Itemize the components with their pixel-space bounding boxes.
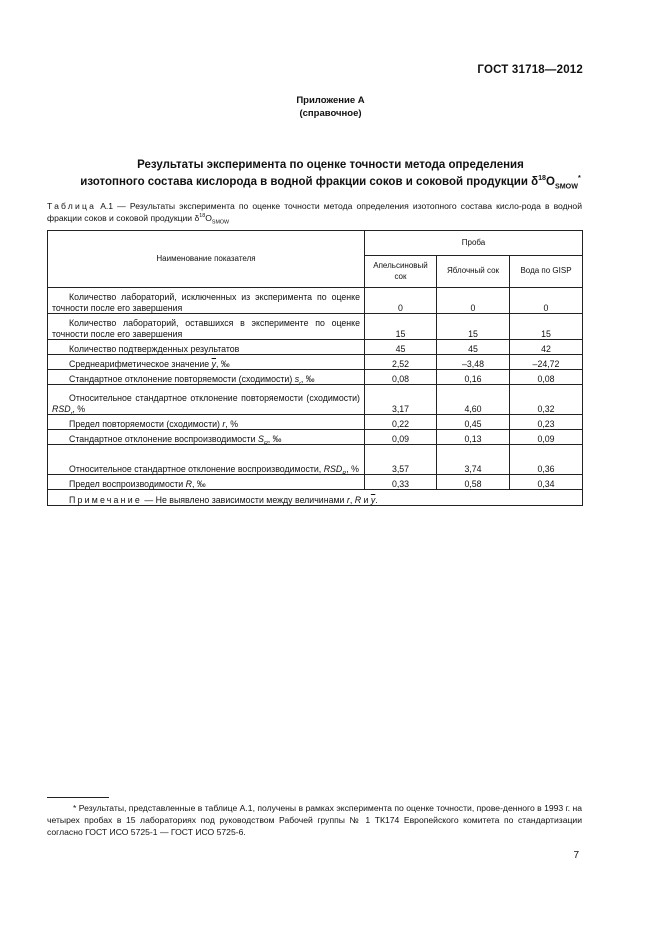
title-line-1: Результаты эксперимента по оценке точности метода определения: [137, 159, 524, 171]
appendix-title: Приложение А: [296, 95, 365, 106]
header-sample-group: Проба: [365, 231, 583, 256]
table-row: Количество лабораторий, оставшихся в эксперименте по оценке точности после его завершения 15 15 15: [48, 314, 583, 340]
page-number: 7: [573, 850, 579, 861]
table-row: Среднеарифметическое значение $\overline{y}$, ‰ 2,52 –3,48 –24,72: [48, 355, 583, 370]
table-caption: Таблица А.1 — Результаты эксперимента по оценке точности метода определения изотопного состава кисло-рода в водной фракции соков и соковой продукции $\delta^{18}O_{SMOW}$: [47, 201, 582, 226]
document-title: [60, 157, 601, 191]
header-indicator-name: Наименование показателя: [48, 231, 365, 288]
header-apple-juice: Яблочный сок: [437, 256, 510, 288]
appendix-subtitle: (справочное): [299, 108, 362, 119]
table-note-row: [48, 490, 583, 506]
table-row: Количество лабораторий, исключенных из эксперимента по оценке точности после его завершения 0 0 0: [48, 288, 583, 314]
header-water-gisp: Вода по GISP: [510, 256, 583, 288]
table-header-row: [48, 231, 583, 256]
results-table: [47, 230, 583, 506]
title-line-2: изотопного состава кислорода в водной фракции соков и соковой продукции $\delta^{18}O_{SMOW}^*$: [80, 174, 581, 191]
footnote-separator: [47, 797, 109, 798]
footnote: * Результаты, представленные в таблице А.1, получены в рамках эксперимента по оценке точности, прове-денного в 1993 г. на четырех пробах в 15 лабораториях под руководством Рабочей группы № 1 ТК174 Европейского комитета по стандартизации согласно ГОСТ ИСО 5725-1 — ГОСТ ИСО 5725-6.: [47, 803, 582, 837]
table-row: Предел повторяемости (сходимости) r, % 0,22 0,45 0,23: [48, 415, 583, 430]
table-row: Стандартное отклонение повторяемости (сходимости) $s_r$, ‰ 0,08 0,16 0,08: [48, 370, 583, 385]
standard-header: ГОСТ 31718—2012: [477, 64, 583, 76]
table-row: Предел воспроизводимости R, ‰ 0,33 0,58 0,34: [48, 475, 583, 490]
header-orange-juice: Апельсиновый сок: [365, 256, 437, 288]
table-row: Относительное стандартное отклонение воспроизводимости, $RSD_R$, % 3,57 3,74 0,36: [48, 445, 583, 475]
table-row: Количество подтвержденных результатов 45 45 42: [48, 340, 583, 355]
table-row: Относительное стандартное отклонение повторяемости (сходимости) $RSD_r$, % 3,17 4,60 0,32: [48, 385, 583, 415]
table-row: Стандартное отклонение воспроизводимости $S_R$, ‰ 0,09 0,13 0,09: [48, 430, 583, 445]
table-note: Примечание — Не выявлено зависимости между величинами r, R и $\overline{y}$.: [48, 490, 583, 506]
